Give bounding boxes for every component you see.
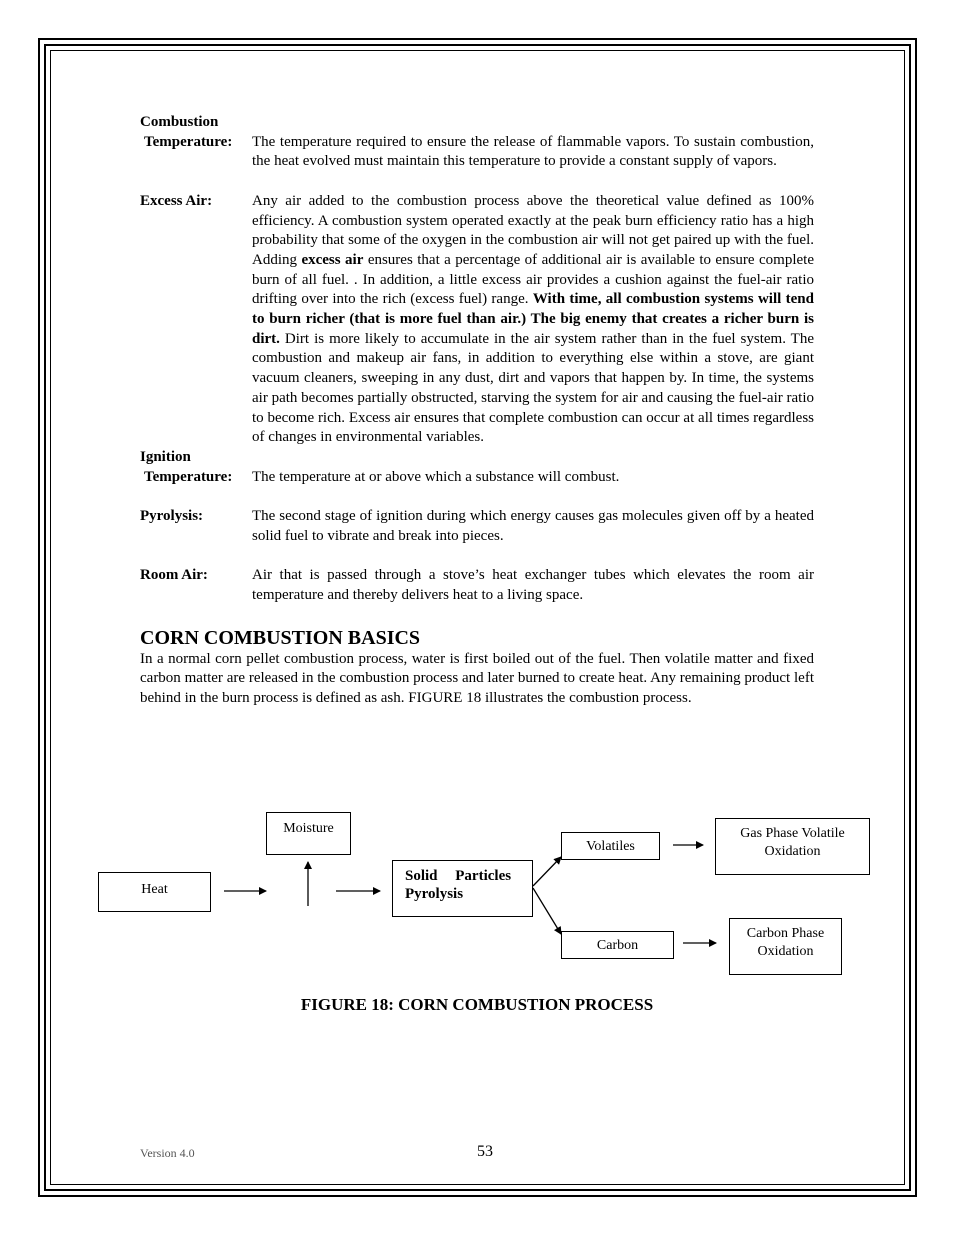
definition-excess-air: [140, 192, 814, 448]
definition-text: Any air added to the combustion process above the theoretical value defined as 100% efficiency. A combustion system operated exactly at the peak burn efficiency ratio has a high probability that some of the oxygen in the combustion air will not get paired up with the fuel. Adding excess air ensures that a percentage of additional air is available to ensure complete burn of all fuel. . In addition, a little excess air provides a cushion against the fuel-air ratio drifting over into the rich (excess fuel) range. With time, all combustion systems will tend to burn richer (that is more fuel than air.) The big enemy that creates a richer burn is dirt. Dirt is more likely to accumulate in the air system rather than in the fuel system. The combustion and makeup air fans, in addition to everything else within a stove, are giant vacuum cleaners, sweeping in any dust, dirt and vapors that happen by. In time, the systems air path becomes partially obstructed, starving the system for air and causing the fuel-air ratio to become rich. Excess air ensures that complete combustion can occur at all times regardless of changes in environmental variables.: [252, 192, 814, 446]
definition-pyrolysis: [140, 507, 814, 546]
section-paragraph: In a normal corn pellet combustion process, water is first boiled out of the fuel. Then volatile matter and fixed carbon matter are released in the combustion process and later burned to create heat. Any remaining product left behind in the burn process is defined as ash. FIGURE 18 illustrates the combustion process.: [140, 650, 814, 706]
figure-caption: FIGURE 18: CORN COMBUSTION PROCESS: [300, 995, 654, 1014]
heat-box: Heat: [98, 872, 211, 912]
footer-version: Version 4.0: [140, 1146, 195, 1160]
term-line: Temperature:: [144, 133, 233, 150]
glossary-content: [140, 113, 814, 709]
section-heading: CORN COMBUSTION BASICS: [140, 626, 421, 649]
definition-room-air: [140, 566, 814, 605]
definition-ignition-temperature: [140, 448, 814, 468]
definition-combustion-temperature: [140, 113, 814, 133]
volatiles-box: Volatiles: [561, 832, 660, 860]
definition-text: Air that is passed through a stove’s heat exchanger tubes which elevates the room air temperature and thereby delivers heat to a living space.: [252, 567, 814, 603]
term-line: Excess Air:: [140, 192, 213, 209]
term-line: Ignition: [140, 448, 191, 465]
page-number: 53: [477, 1143, 493, 1160]
carbon-box: Carbon: [561, 931, 674, 959]
carbon-phase-oxidation-box: Carbon Phase Oxidation: [729, 918, 842, 975]
gas-phase-oxidation-box: Gas Phase Volatile Oxidation: [715, 818, 870, 875]
solid-particles-pyrolysis-box: Solid Particles Pyrolysis: [392, 860, 533, 917]
term-line: Combustion: [140, 114, 219, 130]
definition-text: The temperature required to ensure the release of flammable vapors. To sustain combustion, the heat evolved must maintain this temperature to provide a constant supply of vapors.: [252, 133, 814, 170]
moisture-box: Moisture: [266, 812, 351, 855]
term-line: Temperature:: [144, 468, 233, 485]
definition-text: The second stage of ignition during which energy causes gas molecules given off by a heated solid fuel to vibrate and break into pieces.: [252, 508, 814, 544]
term-line: Pyrolysis:: [140, 508, 204, 525]
definition-text: The temperature at or above which a substance will combust.: [252, 468, 620, 485]
term-line: Room Air:: [140, 567, 208, 584]
